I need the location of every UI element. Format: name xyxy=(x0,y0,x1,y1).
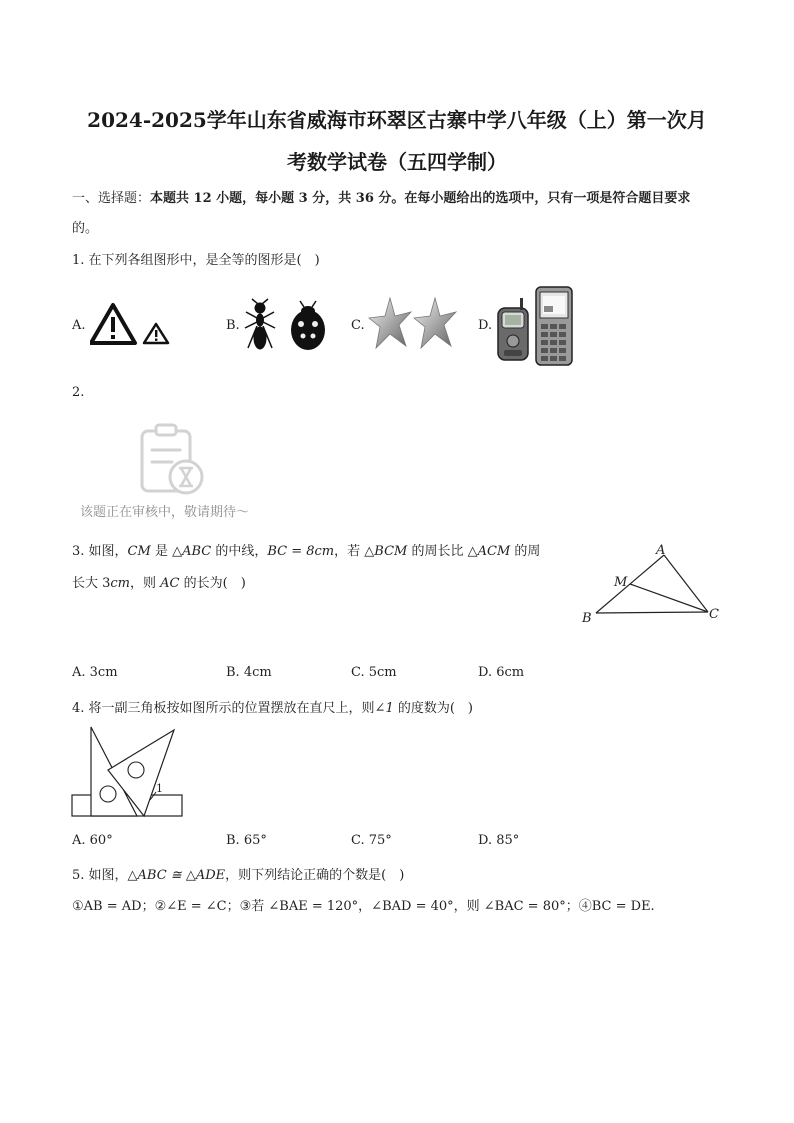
q1-warning-triangles-image xyxy=(90,302,172,346)
q3-option-a: A. 3cm xyxy=(72,665,118,680)
q3-option-c: C. 5cm xyxy=(351,665,397,680)
q4-set-squares-figure xyxy=(70,722,186,820)
q4-option-d: D. 85° xyxy=(478,833,520,848)
q3-text: 长大 3 xyxy=(72,576,111,591)
q3-median-cm xyxy=(630,584,708,612)
q5-stem xyxy=(72,864,404,883)
q3-text: 的周 xyxy=(510,544,541,559)
q1-option-c-label: C. xyxy=(351,318,365,333)
q3-stem-line2 xyxy=(72,572,246,591)
q4-text: 的度数为( ) xyxy=(393,701,473,716)
q1-stem: 1. 在下列各组图形中，是全等的图形是( ) xyxy=(72,253,320,268)
q1-option-a-label: A. xyxy=(72,318,86,333)
q3-stem-line1 xyxy=(72,540,540,559)
q3-math-cm: CM xyxy=(127,544,151,559)
q1-silver-stars-image xyxy=(368,296,458,354)
q3-text: 的长为( ) xyxy=(179,576,246,591)
q3-text: 3. 如图， xyxy=(72,544,128,559)
q3-triangle-figure xyxy=(578,540,728,628)
section1-heading xyxy=(72,187,690,206)
q1-option-b-label: B. xyxy=(226,318,240,333)
q2-number: 2. xyxy=(72,385,85,400)
q3-text: ，则 xyxy=(130,576,161,591)
q3-label-a: A xyxy=(656,543,666,558)
q3-side-bc xyxy=(596,612,708,613)
exam-title-line1: 2024-2025学年山东省威海市环翠区古寨中学八年级（上）第一次月 xyxy=(87,108,707,132)
q3-label-b: B xyxy=(582,611,592,626)
q3-option-d: D. 6cm xyxy=(478,665,525,680)
q3-text: 是 xyxy=(150,544,173,559)
exam-title-line2: 考数学试卷（五四学制） xyxy=(287,150,507,174)
q4-angle-label: 1 xyxy=(156,782,163,795)
q3-option-b: B. 4cm xyxy=(226,665,272,680)
under-review-icon xyxy=(138,422,206,496)
q4-stem xyxy=(72,697,473,716)
q3-text: 的中线， xyxy=(211,544,268,559)
q5-text: 5. 如图， xyxy=(72,868,128,883)
section1-desc-line2: 的。 xyxy=(72,221,99,236)
q4-math-angle: ∠1 xyxy=(374,701,394,716)
q5-text: ，则下列结论正确的个数是( ) xyxy=(225,868,405,883)
section1-desc: 本题共 12 小题，每小题 3 分，共 36 分。在每小题给出的选项中，只有一项是符合题目要求 xyxy=(150,191,691,206)
q3-text: ，若 xyxy=(334,544,365,559)
q3-math-tri-bcm: △BCM xyxy=(364,544,408,559)
q3-label-m: M xyxy=(614,575,628,590)
q3-text: 的周长比 xyxy=(407,544,468,559)
q3-side-ac xyxy=(664,555,708,612)
q1-mobile-phones-image xyxy=(496,286,576,368)
q1-option-d-label: D. xyxy=(478,318,493,333)
q3-math-bc: BC = 8cm xyxy=(267,544,335,559)
q4-text: 4. 将一副三角板按如图所示的位置摆放在直尺上，则 xyxy=(72,701,375,716)
q3-math-tri-acm: △ACM xyxy=(467,544,511,559)
q3-label-c: C xyxy=(709,607,719,622)
q3-math-tri-abc: △ABC xyxy=(172,544,212,559)
q1-ant-ladybug-image xyxy=(240,298,330,354)
q5-statements: ①AB = AD；②∠E = ∠C；③若 ∠BAE = 120°，∠BAD = 40°，则 ∠BAC = 80°；④BC = DE. xyxy=(72,899,655,914)
q4-option-b: B. 65° xyxy=(226,833,267,848)
q3-math-ac: AC xyxy=(160,576,180,591)
q3-math-unit: cm xyxy=(110,576,131,591)
q2-review-notice: 该题正在审核中，敬请期待～ xyxy=(80,505,250,520)
q5-math-congruence: △ABC ≅ △ADE xyxy=(127,868,226,883)
q4-option-a: A. 60° xyxy=(72,833,113,848)
q4-option-c: C. 75° xyxy=(351,833,392,848)
section1-label: 一、选择题： xyxy=(72,191,151,206)
